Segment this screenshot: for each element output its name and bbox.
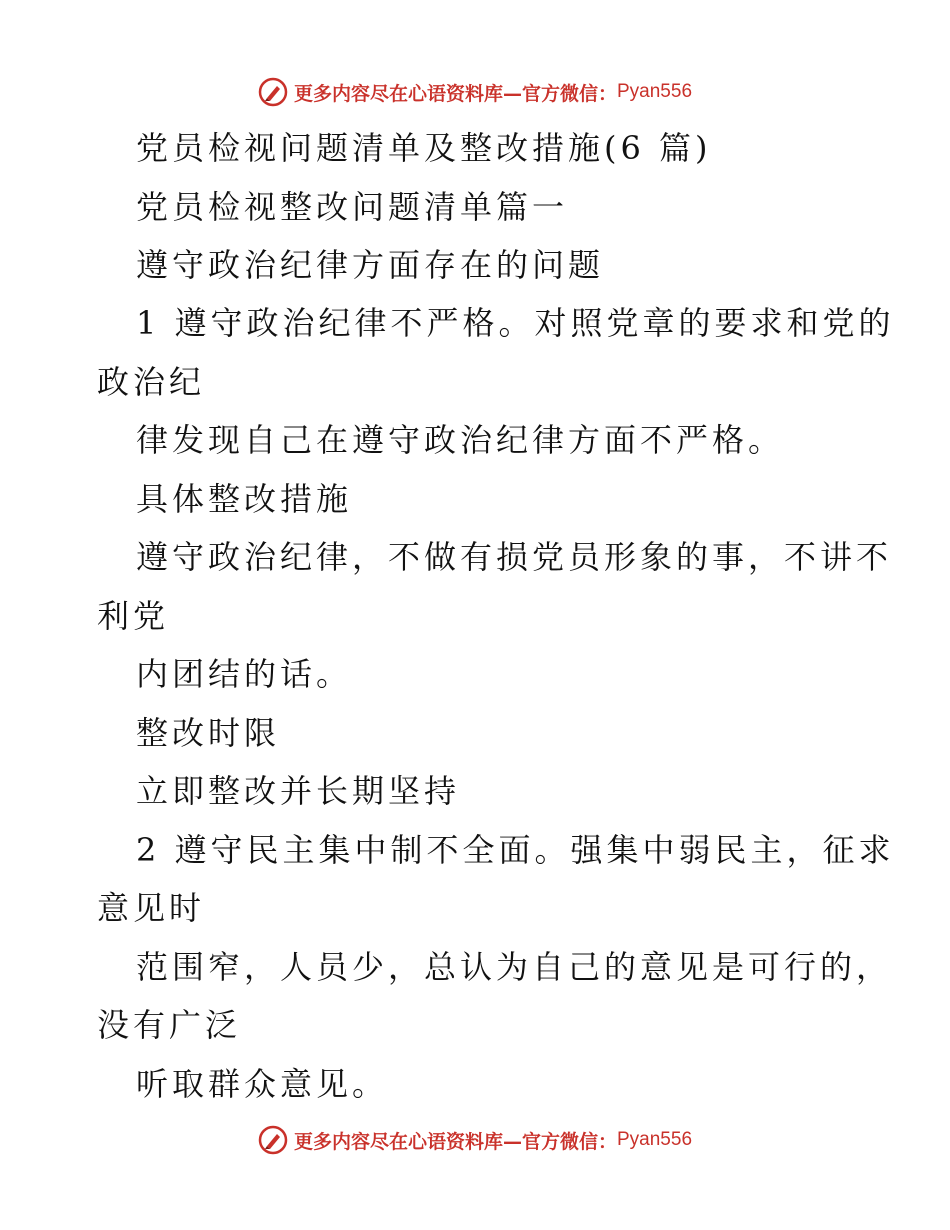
paragraph-line: 听取群众意见。 — [136, 1065, 389, 1103]
banner-wechat-id: Pyan556 — [617, 1129, 693, 1150]
banner-wechat-id: Pyan556 — [617, 81, 693, 102]
paragraph-line: 范围窄，人员少，总认为自己的意见是可行的， — [136, 948, 893, 986]
footer-watermark-banner — [0, 1120, 950, 1160]
paragraph-line: 2 遵守民主集中制不全面。强集中弱民主，征求 — [136, 831, 895, 869]
pen-logo-icon — [258, 1125, 288, 1155]
paragraph-line: 政治纪 — [97, 363, 206, 401]
paragraph-line: 意见时 — [97, 889, 206, 927]
paragraph-line: 没有广泛 — [97, 1006, 242, 1044]
paragraph-line: 律发现自己在遵守政治纪律方面不严格。 — [136, 421, 785, 459]
section-heading: 党员检视整改问题清单篇一 — [136, 188, 569, 226]
banner-text: 更多内容尽在心语资料库—官方微信： — [293, 1130, 617, 1153]
paragraph-line: 遵守政治纪律，不做有损党员形象的事，不讲不 — [136, 538, 893, 576]
paragraph-line: 整改时限 — [136, 714, 281, 752]
banner-text: 更多内容尽在心语资料库—官方微信： — [293, 82, 617, 105]
paragraph-line: 立即整改并长期坚持 — [136, 772, 461, 810]
document-title: 党员检视问题清单及整改措施(6 篇) — [136, 129, 712, 167]
paragraph-line: 内团结的话。 — [136, 655, 353, 693]
paragraph-line: 遵守政治纪律方面存在的问题 — [136, 246, 605, 284]
paragraph-line: 具体整改措施 — [136, 480, 353, 518]
paragraph-line: 利党 — [97, 597, 170, 635]
paragraph-line: 1 遵守政治纪律不严格。对照党章的要求和党的 — [136, 304, 895, 342]
